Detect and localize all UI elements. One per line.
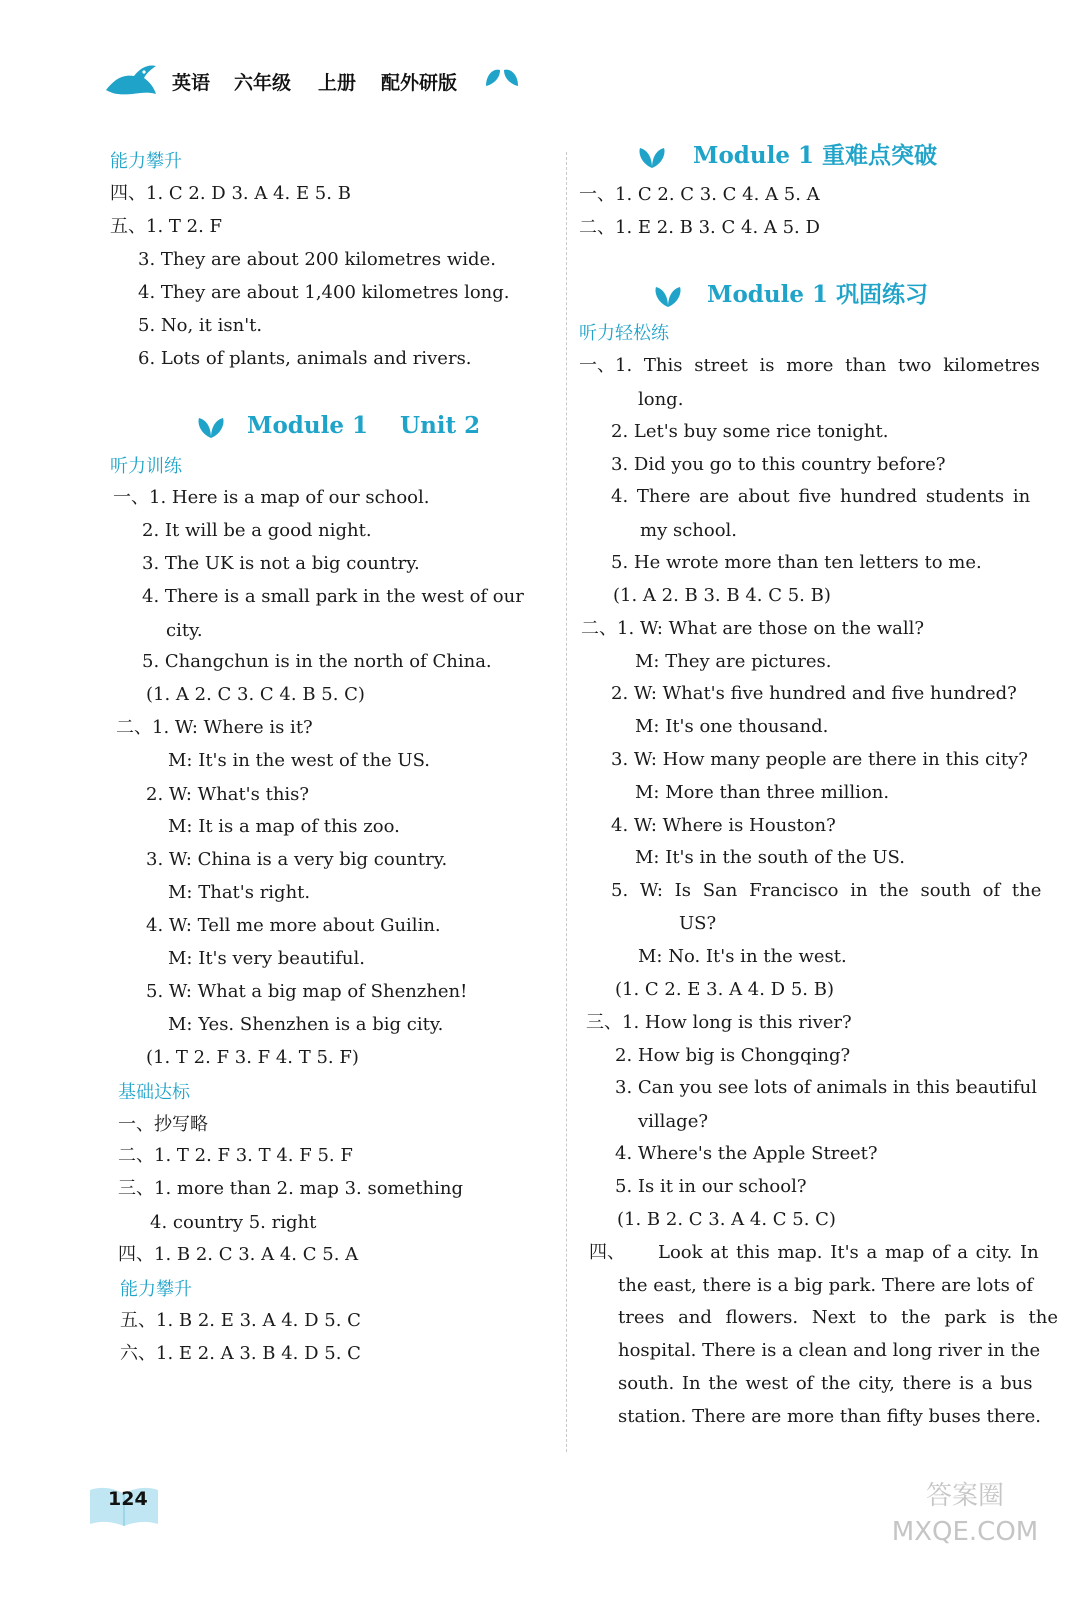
answer-line: M: It's very beautiful. <box>168 948 366 969</box>
answer-line: US? <box>679 913 717 934</box>
answer-line: 六、1. E 2. A 3. B 4. D 5. C <box>120 1343 361 1364</box>
unit-title: Module 1 Unit 2 <box>247 412 481 439</box>
answer-line: 3. The UK is not a big country. <box>142 553 420 574</box>
header-edition: 配外研版 <box>381 72 458 94</box>
module-title-practice: Module 1 巩固练习 <box>707 281 928 308</box>
answer-line: M: That's right. <box>168 882 311 903</box>
answer-line: M: It is a map of this zoo. <box>168 816 400 837</box>
leaf-icon <box>638 146 666 170</box>
answer-line: 5. No, it isn't. <box>138 315 263 336</box>
answer-line: 三、1. more than 2. map 3. something <box>118 1178 463 1199</box>
answer-line: 5. W: What a big map of Shenzhen! <box>146 981 468 1002</box>
answer-line: (1. A 2. C 3. C 4. B 5. C) <box>146 684 365 705</box>
answer-line: (1. A 2. B 3. B 4. C 5. B) <box>613 585 831 606</box>
section-title-ability-2: 能力攀升 <box>120 1279 192 1300</box>
answer-line: city. <box>166 620 203 641</box>
answer-line: 4. country 5. right <box>150 1212 317 1233</box>
answer-line: 3. Did you go to this country before? <box>611 454 946 475</box>
answer-line: 3. W: China is a very big country. <box>146 849 448 870</box>
answer-line: 6. Lots of plants, animals and rivers. <box>138 348 472 369</box>
column-divider <box>566 152 567 1452</box>
answer-line: 5. He wrote more than ten letters to me. <box>611 552 982 573</box>
answer-line: 5. W: Is San Francisco in the south of the <box>611 880 1042 901</box>
answer-line: 5. Is it in our school? <box>615 1176 807 1197</box>
header-grade: 六年级 <box>234 72 292 94</box>
leaf-icon <box>654 285 682 309</box>
passage-line: south. In the west of the city, there is a bus <box>618 1373 1033 1394</box>
answer-line: 4. They are about 1,400 kilometres long. <box>138 282 510 303</box>
answer-line: (1. B 2. C 3. A 4. C 5. C) <box>617 1209 836 1230</box>
passage-line: trees and flowers. Next to the park is the <box>618 1307 1059 1328</box>
section-title-ability: 能力攀升 <box>110 151 182 172</box>
passage-line: hospital. There is a clean and long river in the <box>618 1340 1041 1361</box>
passage-line: station. There are more than fifty buses there. <box>618 1406 1041 1427</box>
answer-line: 5. Changchun is in the north of China. <box>142 651 492 672</box>
answer-line: M: They are pictures. <box>635 651 832 672</box>
answer-line: 2. How big is Chongqing? <box>615 1045 851 1066</box>
answer-line: 4. There is a small park in the west of our <box>142 586 524 607</box>
header-volume: 上册 <box>318 72 357 94</box>
answer-line: 4. There are about five hundred students in <box>611 486 1031 507</box>
watermark: 答案圈 MXQE.COM <box>891 1481 1039 1547</box>
leaf-icon <box>197 416 225 440</box>
answer-line: (1. C 2. E 3. A 4. D 5. B) <box>615 979 834 1000</box>
answer-line: M: It's one thousand. <box>635 716 829 737</box>
answer-line: 3. Can you see lots of animals in this beautiful <box>615 1077 1038 1098</box>
answer-line: 四、1. C 2. D 3. A 4. E 5. B <box>110 183 351 204</box>
section-title-basic: 基础达标 <box>118 1082 190 1103</box>
answer-line: 二、1. W: Where is it? <box>116 717 313 738</box>
section-title-listening: 听力训练 <box>110 456 182 477</box>
answer-line: M: It's in the south of the US. <box>635 847 905 868</box>
header-subject: 英语 <box>172 72 211 94</box>
answer-line: 2. Let's buy some rice tonight. <box>611 421 889 442</box>
answer-line: 二、1. E 2. B 3. C 4. A 5. D <box>579 217 820 238</box>
answer-line: long. <box>638 389 684 410</box>
question-label: 四、 <box>589 1242 625 1263</box>
answer-line: 一、1. This street is more than two kilometres <box>579 355 1040 376</box>
answer-line: M: More than three million. <box>635 782 890 803</box>
answer-line: 2. W: What's this? <box>146 784 310 805</box>
answer-line: 二、1. T 2. F 3. T 4. F 5. F <box>118 1145 353 1166</box>
answer-line: 一、1. Here is a map of our school. <box>113 487 430 508</box>
answer-line: M: It's in the west of the US. <box>168 750 430 771</box>
answer-line: 一、1. C 2. C 3. C 4. A 5. A <box>579 184 820 205</box>
answer-line: 2. W: What's five hundred and five hundred? <box>611 683 1017 704</box>
answer-line: my school. <box>640 520 738 541</box>
section-title-easy-listening: 听力轻松练 <box>579 323 669 344</box>
answer-line: 4. W: Where is Houston? <box>611 815 836 836</box>
bird-logo-icon <box>104 60 158 100</box>
answer-line: 三、1. How long is this river? <box>586 1012 852 1033</box>
passage-line: the east, there is a big park. There are lots of <box>618 1275 1034 1296</box>
answer-line: 4. Where's the Apple Street? <box>615 1143 878 1164</box>
answer-line: 3. They are about 200 kilometres wide. <box>138 249 496 270</box>
leaf-decoration-icon <box>484 66 520 88</box>
answer-line: 一、抄写略 <box>118 1114 208 1135</box>
answer-line: 五、1. B 2. E 3. A 4. D 5. C <box>120 1310 361 1331</box>
answer-line: M: Yes. Shenzhen is a big city. <box>168 1014 444 1035</box>
answer-line: 2. It will be a good night. <box>142 520 372 541</box>
page-number: 124 <box>108 1488 148 1510</box>
answer-line: village? <box>638 1111 708 1132</box>
answer-line: 四、1. B 2. C 3. A 4. C 5. A <box>118 1244 359 1265</box>
answer-line: 3. W: How many people are there in this city? <box>611 749 1028 770</box>
module-title-key-points: Module 1 重难点突破 <box>693 142 937 169</box>
answer-line: M: No. It's in the west. <box>638 946 847 967</box>
answer-line: 二、1. W: What are those on the wall? <box>581 618 925 639</box>
passage-line: Look at this map. It's a map of a city. In <box>658 1242 1039 1263</box>
answer-line: (1. T 2. F 3. F 4. T 5. F) <box>146 1047 359 1068</box>
answer-line: 五、1. T 2. F <box>110 216 223 237</box>
answer-line: 4. W: Tell me more about Guilin. <box>146 915 441 936</box>
